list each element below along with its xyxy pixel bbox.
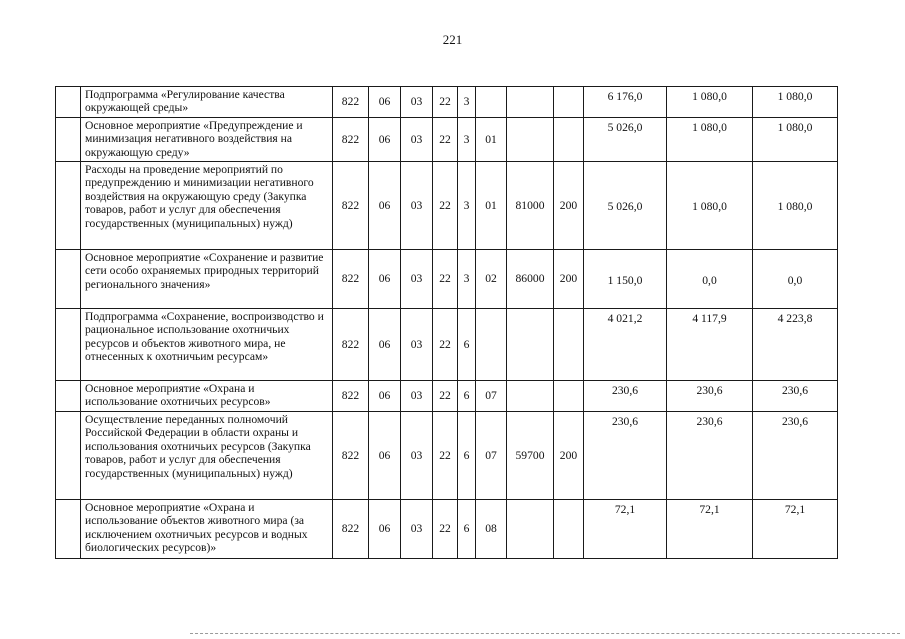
sp-code: 6 bbox=[458, 500, 476, 559]
dr-code: 59700 bbox=[507, 412, 554, 500]
gr-code: 822 bbox=[333, 250, 369, 309]
pr-code: 03 bbox=[401, 381, 433, 412]
page-bottom-divider bbox=[190, 633, 900, 634]
amount-year-3: 4 223,8 bbox=[753, 309, 838, 381]
amount-year-1: 6 176,0 bbox=[584, 87, 667, 118]
rz-code: 06 bbox=[369, 500, 401, 559]
sp-code: 6 bbox=[458, 381, 476, 412]
blank-cell bbox=[56, 500, 81, 559]
amount-year-2: 4 117,9 bbox=[667, 309, 753, 381]
dr-code bbox=[507, 87, 554, 118]
dr-code bbox=[507, 309, 554, 381]
mr-code: 01 bbox=[476, 118, 507, 162]
vr-code: 200 bbox=[554, 162, 584, 250]
page-number: 221 bbox=[442, 32, 463, 47]
row-name: Подпрограмма «Сохранение, воспроизводство и рациональное использование охотничьих ресурсов и объектов животного мира, не отнесенных к охотничьим ресурсам» bbox=[81, 309, 333, 381]
table-row bbox=[56, 162, 838, 250]
blank-cell bbox=[56, 162, 81, 250]
rz-code: 06 bbox=[369, 381, 401, 412]
row-name: Основное мероприятие «Сохранение и развитие сети особо охраняемых природных территорий регионального значения» bbox=[81, 250, 333, 309]
dr-code bbox=[507, 118, 554, 162]
pr-code: 03 bbox=[401, 87, 433, 118]
table-row bbox=[56, 381, 838, 412]
amount-year-3: 0,0 bbox=[753, 250, 838, 309]
dr-code bbox=[507, 500, 554, 559]
gp-code: 22 bbox=[433, 412, 458, 500]
sp-code: 6 bbox=[458, 309, 476, 381]
rz-code: 06 bbox=[369, 118, 401, 162]
table-row bbox=[56, 250, 838, 309]
sp-code: 6 bbox=[458, 412, 476, 500]
table-row bbox=[56, 412, 838, 500]
blank-cell bbox=[56, 87, 81, 118]
rz-code: 06 bbox=[369, 309, 401, 381]
amount-year-3: 1 080,0 bbox=[753, 87, 838, 118]
rz-code: 06 bbox=[369, 87, 401, 118]
mr-code: 07 bbox=[476, 412, 507, 500]
gp-code: 22 bbox=[433, 381, 458, 412]
blank-cell bbox=[56, 118, 81, 162]
vr-code bbox=[554, 500, 584, 559]
amount-year-2: 1 080,0 bbox=[667, 118, 753, 162]
gp-code: 22 bbox=[433, 162, 458, 250]
blank-cell bbox=[56, 412, 81, 500]
amount-year-2: 1 080,0 bbox=[667, 87, 753, 118]
table-row bbox=[56, 309, 838, 381]
row-name: Основное мероприятие «Предупреждение и минимизация негативного воздействия на окружающую среду» bbox=[81, 118, 333, 162]
blank-cell bbox=[56, 381, 81, 412]
amount-year-3: 230,6 bbox=[753, 412, 838, 500]
amount-year-3: 1 080,0 bbox=[753, 118, 838, 162]
vr-code: 200 bbox=[554, 250, 584, 309]
mr-code: 07 bbox=[476, 381, 507, 412]
table-row bbox=[56, 118, 838, 162]
pr-code: 03 bbox=[401, 500, 433, 559]
vr-code bbox=[554, 309, 584, 381]
amount-year-2: 230,6 bbox=[667, 412, 753, 500]
amount-year-1: 5 026,0 bbox=[584, 118, 667, 162]
row-name: Подпрограмма «Регулирование качества окружающей среды» bbox=[81, 87, 333, 118]
vr-code: 200 bbox=[554, 412, 584, 500]
mr-code: 08 bbox=[476, 500, 507, 559]
sp-code: 3 bbox=[458, 162, 476, 250]
row-name: Основное мероприятие «Охрана и использование охотничьих ресурсов» bbox=[81, 381, 333, 412]
row-name: Основное мероприятие «Охрана и использование объектов животного мира (за исключением охотничьих ресурсов и водных биологических ресурсов)» bbox=[81, 500, 333, 559]
table-row bbox=[56, 500, 838, 559]
mr-code: 02 bbox=[476, 250, 507, 309]
amount-year-1: 230,6 bbox=[584, 412, 667, 500]
vr-code bbox=[554, 118, 584, 162]
gp-code: 22 bbox=[433, 118, 458, 162]
amount-year-1: 1 150,0 bbox=[584, 250, 667, 309]
gr-code: 822 bbox=[333, 118, 369, 162]
gr-code: 822 bbox=[333, 412, 369, 500]
pr-code: 03 bbox=[401, 309, 433, 381]
rz-code: 06 bbox=[369, 250, 401, 309]
amount-year-1: 72,1 bbox=[584, 500, 667, 559]
rz-code: 06 bbox=[369, 162, 401, 250]
vr-code bbox=[554, 381, 584, 412]
gp-code: 22 bbox=[433, 309, 458, 381]
blank-cell bbox=[56, 309, 81, 381]
gp-code: 22 bbox=[433, 250, 458, 309]
sp-code: 3 bbox=[458, 250, 476, 309]
amount-year-1: 4 021,2 bbox=[584, 309, 667, 381]
sp-code: 3 bbox=[458, 87, 476, 118]
gr-code: 822 bbox=[333, 162, 369, 250]
dr-code bbox=[507, 381, 554, 412]
amount-year-3: 230,6 bbox=[753, 381, 838, 412]
amount-year-2: 230,6 bbox=[667, 381, 753, 412]
row-name: Осуществление переданных полномочий Российской Федерации в области охраны и использования охотничьих ресурсов (Закупка товаров, работ и услуг для обеспечения государственных (муниципальных) нужд) bbox=[81, 412, 333, 500]
gp-code: 22 bbox=[433, 500, 458, 559]
pr-code: 03 bbox=[401, 118, 433, 162]
amount-year-3: 1 080,0 bbox=[753, 162, 838, 250]
amount-year-2: 72,1 bbox=[667, 500, 753, 559]
amount-year-1: 5 026,0 bbox=[584, 162, 667, 250]
pr-code: 03 bbox=[401, 250, 433, 309]
rz-code: 06 bbox=[369, 412, 401, 500]
gr-code: 822 bbox=[333, 309, 369, 381]
gr-code: 822 bbox=[333, 381, 369, 412]
pr-code: 03 bbox=[401, 412, 433, 500]
sp-code: 3 bbox=[458, 118, 476, 162]
amount-year-2: 0,0 bbox=[667, 250, 753, 309]
amount-year-1: 230,6 bbox=[584, 381, 667, 412]
budget-table bbox=[55, 86, 838, 559]
pr-code: 03 bbox=[401, 162, 433, 250]
vr-code bbox=[554, 87, 584, 118]
dr-code: 81000 bbox=[507, 162, 554, 250]
amount-year-2: 1 080,0 bbox=[667, 162, 753, 250]
row-name: Расходы на проведение мероприятий по предупреждению и минимизации негативного воздействия на окружающую среду (Закупка товаров, работ и услуг для обеспечения государственных (муниципальных) нужд) bbox=[81, 162, 333, 250]
blank-cell bbox=[56, 250, 81, 309]
gp-code: 22 bbox=[433, 87, 458, 118]
mr-code: 01 bbox=[476, 162, 507, 250]
gr-code: 822 bbox=[333, 500, 369, 559]
mr-code bbox=[476, 309, 507, 381]
dr-code: 86000 bbox=[507, 250, 554, 309]
gr-code: 822 bbox=[333, 87, 369, 118]
table-row bbox=[56, 87, 838, 118]
amount-year-3: 72,1 bbox=[753, 500, 838, 559]
mr-code bbox=[476, 87, 507, 118]
